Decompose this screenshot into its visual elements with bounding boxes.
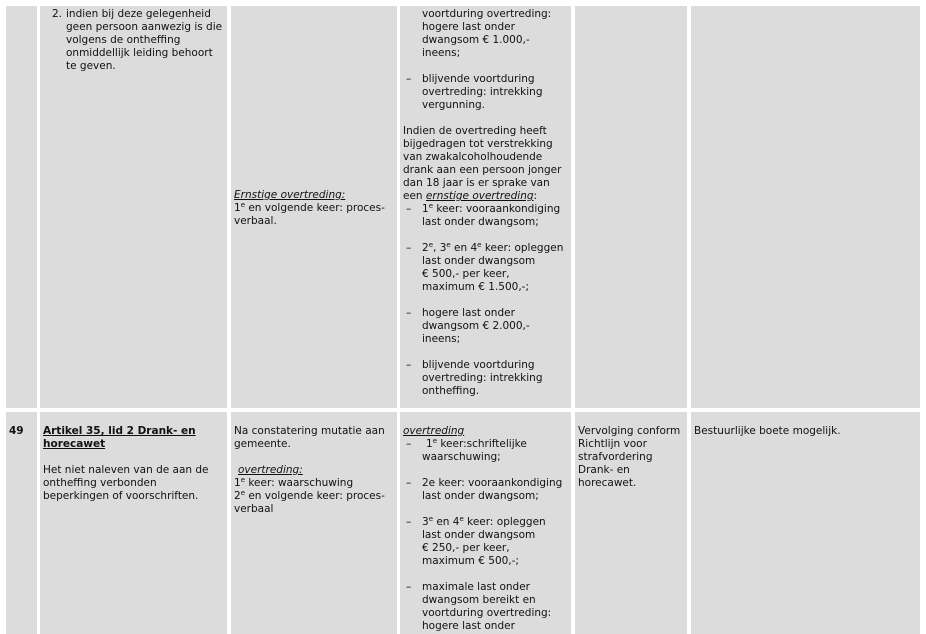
violation-first: 1e keer: waarschuwing [234, 476, 354, 489]
row2-prosecution-cell: Vervolging conform Richtlijn voor strafvordering Drank- en horecawet. [575, 412, 687, 634]
row1-fine-cell [691, 6, 920, 408]
notice-text: Na constatering mutatie aan [234, 425, 385, 437]
row2-article-cell: Artikel 35, lid 2 Drank- en horecawet Het niet naleven van de aan de ontheffing verbonden beperkingen of voorschriften. [40, 412, 227, 634]
sanction-maximum-reached: – maximale last onder dwangsom bereikt en voortduring overtreding: hogere last onder [406, 581, 552, 632]
serious-violation-heading: Ernstige overtreding: [234, 189, 346, 201]
sanction-item-continued: voortduring overtreding: hogere last onder dwangsom € 1.000,- ineens; [422, 8, 552, 59]
row2-number-cell [6, 412, 37, 634]
violation-second: 2e en volgende keer: proces- [234, 489, 385, 502]
sanction-revoke-exemption: – blijvende voortduring overtreding: intrekking ontheffing. [406, 359, 543, 397]
sanction-pre-announcement: – 2e keer: vooraankondiging last onder dwangsom; [406, 477, 563, 502]
sanction-intro: Indien de overtreding heeft bijgedragen tot verstrekking van zwakalcoholhoudende drank aan een persoon jonger dan 18 jaar is er sprake van een ernstige overtreding: [403, 125, 562, 202]
sanction-written-warning: – 1e keer:schriftelijke waarschuwing; [406, 437, 527, 463]
row2-fine-cell [691, 412, 920, 634]
sanction-second-to-fourth: – 2e, 3e en 4e keer: opleggen last onder dwangsom € 500,- per keer, maximum € 1.500,-; [406, 241, 564, 293]
violation-heading: overtreding: [238, 464, 303, 476]
row1-violation-cell: Ernstige overtreding: 1e en volgende keer: proces- verbaal. [231, 6, 397, 408]
row-number: 49 [9, 425, 24, 437]
sanction-first-time: – 1e keer: vooraankondiging last onder dwangsom; [406, 202, 561, 228]
sanctions-heading: overtreding [403, 425, 465, 437]
article-description: Het niet naleven van de aan de [43, 464, 209, 476]
row1-number-cell [6, 6, 37, 408]
sanction-higher-penalty: – hogere last onder dwangsom € 2.000,- ineens; [406, 307, 530, 345]
sanction-item-revoke-license: – blijvende voortduring overtreding: intrekking vergunning. [406, 73, 543, 111]
row2-sanctions-cell [400, 412, 571, 634]
sanction-penalty-250: – 3e en 4e keer: opleggen last onder dwangsom € 250,- per keer, maximum € 500,-; [406, 515, 546, 567]
row1-condition-cell [40, 6, 227, 408]
condition-item-2: 2. indien bij deze gelegenheid geen persoon aanwezig is die volgens de ontheffing onmiddellijk leiding behoort te geven. [52, 8, 223, 72]
row2-violation-cell: Na constatering mutatie aan gemeente. overtreding: 1e keer: waarschuwing 2e en volgende keer: proces- verbaal [231, 412, 397, 634]
fine-text: Bestuurlijke boete mogelijk. [694, 425, 841, 437]
row1-prosecution-cell [575, 6, 687, 408]
article-title: Artikel 35, lid 2 Drank- en [43, 425, 196, 437]
prosecution-text: Vervolging conform [578, 425, 681, 437]
row1-sanctions-cell [400, 6, 571, 408]
serious-violation-line: 1e en volgende keer: proces- [234, 201, 385, 214]
